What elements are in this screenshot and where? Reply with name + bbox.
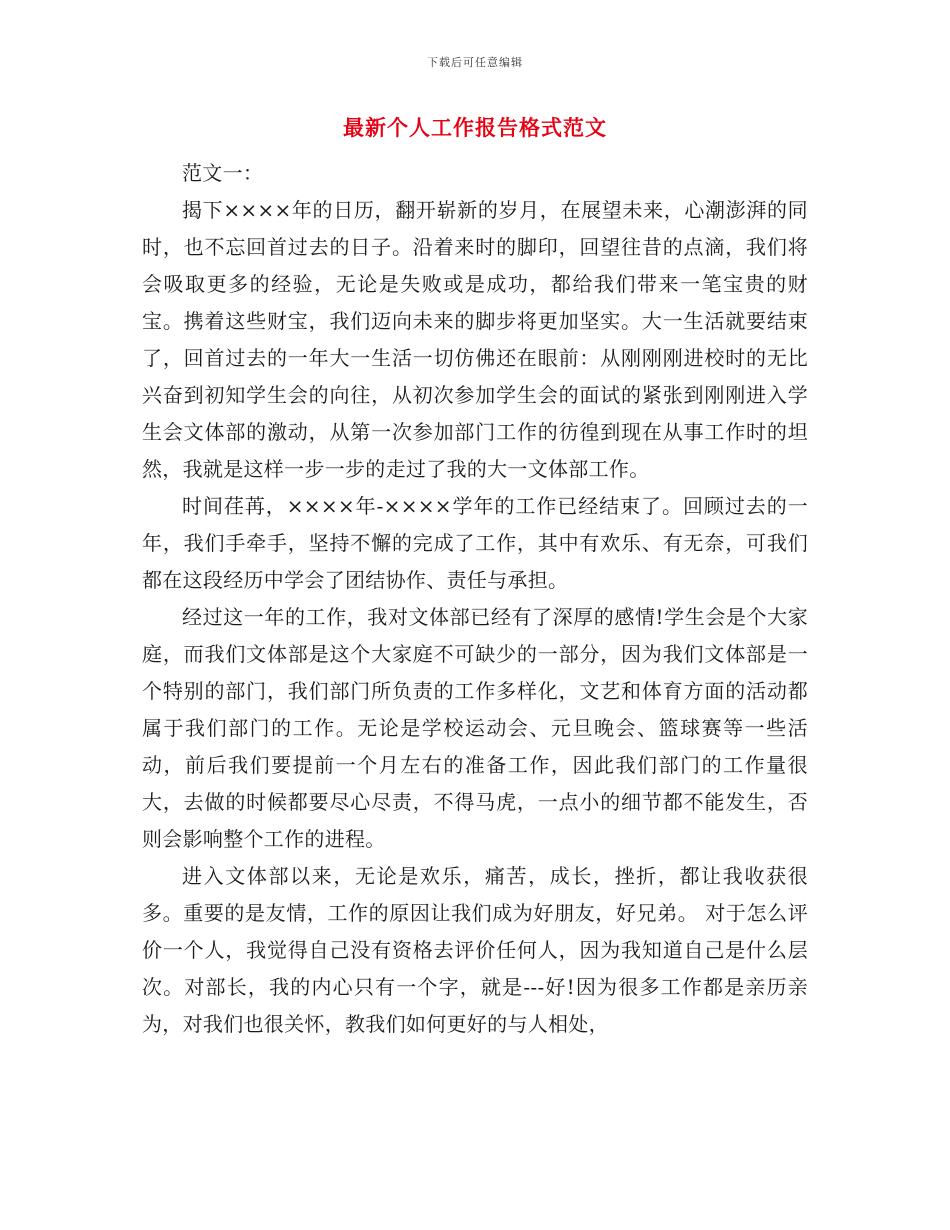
paragraph: 揭下××××年的日历，翻开崭新的岁月，在展望未来，心潮澎湃的同时，也不忘回首过去的日子。沿着来时的脚印，回望往昔的点滴，我们将会吸取更多的经验，无论是失败或是成功，都给我们带来一笔宝贵的财宝。携着这些财宝，我们迈向未来的脚步将更加坚实。大一生活就要结束了，回首过去的一年大一生活一切仿佛还在眼前：从刚刚刚进校时的无比兴奋到初知学生会的向往，从初次参加学生会的面试的紧张到刚刚进入学生会文体部的激动，从第一次参加部门工作的彷徨到现在从事工作时的坦然，我就是这样一步一步的走过了我的大一文体部工作。 [142, 198, 808, 481]
paragraph: 时间荏苒，××××年-××××学年的工作已经结束了。回顾过去的一年，我们手牵手，坚持不懈的完成了工作，其中有欢乐、有无奈，可我们都在这段经历中学会了团结协作、责任与承担。 [142, 494, 808, 592]
paragraph: 进入文体部以来，无论是欢乐，痛苦，成长，挫折，都让我收获很多。重要的是友情，工作的原因让我们成为好朋友，好兄弟。 对于怎么评价一个人，我觉得自己没有资格去评价任何人，因为我知道自己是什么层次。对部长，我的内心只有一个字，就是---好!因为很多工作都是亲历亲为，对我们也很关怀，教我们如何更好的与人相处， [142, 864, 808, 1036]
paragraph: 经过这一年的工作，我对文体部已经有了深厚的感情!学生会是个大家庭，而我们文体部是这个大家庭不可缺少的一部分，因为我们文体部是一个特别的部门，我们部门所负责的工作多样化，文艺和体育方面的活动都属于我们部门的工作。无论是学校运动会、元旦晚会、篮球赛等一些活动，前后我们要提前一个月左右的准备工作，因此我们部门的工作量很大，去做的时候都要尽心尽责，不得马虎，一点小的细节都不能发生，否则会影响整个工作的进程。 [142, 605, 808, 851]
document-title: 最新个人工作报告格式范文 [343, 115, 607, 140]
section-label: 范文一： [182, 161, 264, 185]
document-body [142, 155, 808, 1043]
header-note: 下载后可任意编辑 [427, 56, 523, 69]
